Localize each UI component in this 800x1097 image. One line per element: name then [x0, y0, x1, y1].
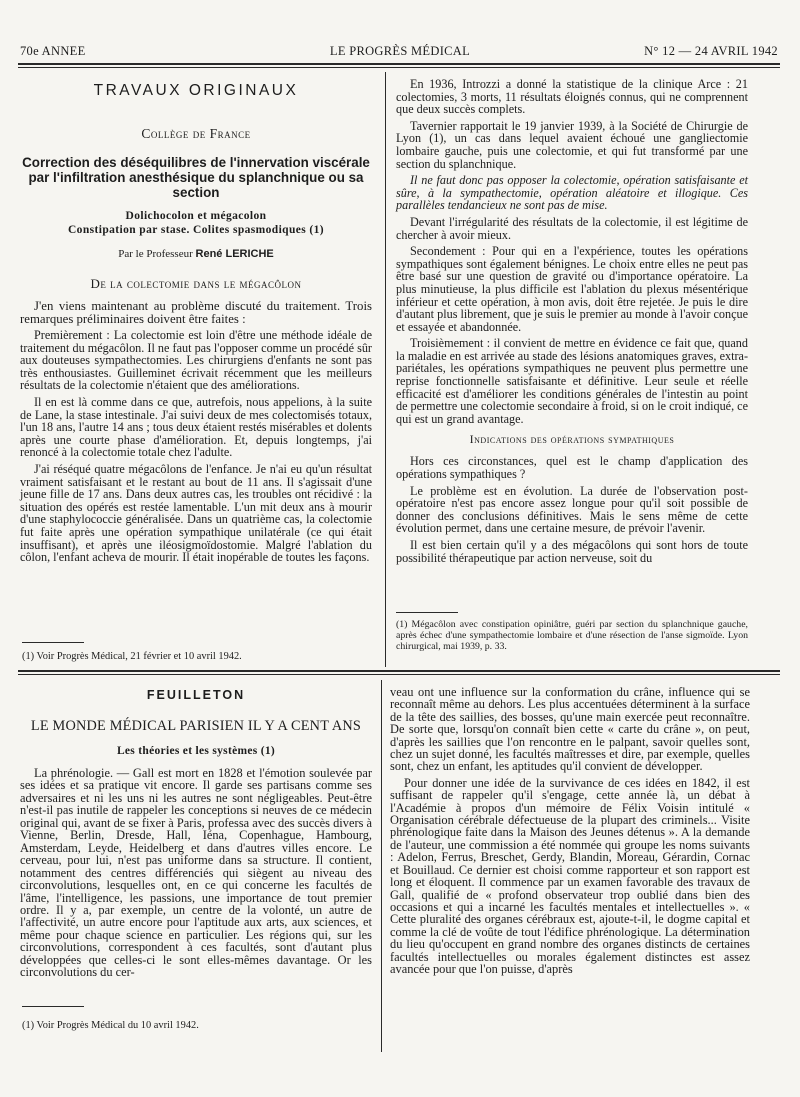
paragraph: Secondement : Pour qui en a l'expérience, toutes les opérations sympathiques sont également bénignes. Le choix entre elles ne peut pas être basé sur une question de gravité ou d'importance opératoire. La plus minutieuse, la plus difficile est l'ablation du plexus mésentérique inférieur et cette opération, à mon avis, doit être rejetée. Je puis le dire d'autant plus librement, que je suis le premier au monde à l'avoir conçue et essayée et abandonnée.: [396, 244, 748, 334]
article-subtitle-2: Constipation par stase. Colites spasmodiques (1): [67, 224, 325, 236]
paragraph: Il ne faut donc pas opposer la colectomie, opération satisfaisante et sûre, à la sympathectomie, opération aléatoire et illogique. Ces parallèles tendancieux ne sont pas de mise.: [396, 173, 748, 213]
paragraph: Il est bien certain qu'il y a des mégacôlons qui sont hors de toute possibilité thérapeutique par action nerveuse, soit du: [396, 538, 748, 565]
footnote-right: (1) Mégacôlon avec constipation opiniâtre, guéri par section du splanchnique gauche, après échec d'une sympathectomie lombaire et d'une résection de l'anse sigmoïde. Lyon chirurgical, mai 1939, p. 33.: [396, 619, 748, 652]
paragraph: veau ont une influence sur la conformation du crâne, influence qui se reconnaît même au dehors. Les plus accentuées déterminent à la surface de la tête des saillies, des bosses, qu'une main exercée peut reconnaître. De sorte que, lorsqu'on connaît bien cette « carte du crâne », on peut, d'après les saillies que l'on rencontre en le palpant, savoir quelles sont, chez un sujet donné, les facultés maîtresses et dire, par exemple, quelles sont, chez un enfant, les aptitudes qu'il convient de développer.: [390, 685, 750, 774]
feuilleton-subtitle: Les théories et les systèmes (1): [116, 745, 276, 757]
footnote-left: (1) Voir Progrès Médical, 21 février et 10 avril 1942.: [22, 651, 242, 662]
section-title: TRAVAUX ORIGINAUX: [93, 82, 299, 99]
article-title: Correction des déséquilibres de l'innervation viscérale par l'infiltration anesthésique du splanchnique ou sa section: [22, 155, 370, 200]
section-heading: De la colectomie dans le mégacôlon: [90, 276, 302, 291]
header-issue-year: 70e ANNEE: [20, 44, 86, 58]
paragraph: Devant l'irrégularité des résultats de la colectomie, il est légitime de chercher à avoir mieux.: [396, 214, 748, 242]
article-right-column: [396, 78, 748, 568]
header-rule-thin: [18, 67, 780, 68]
author-prefix: Par le Professeur: [118, 248, 193, 260]
paragraph: Tavernier rapportait le 19 janvier 1939, à la Société de Chirurgie de Lyon (1), un cas dans lequel avaient échoué une gangliectomie lombaire gauche, puis une colectomie, et qui fut transformé par une section du splanchnique.: [396, 118, 748, 171]
paragraph: Il en est là comme dans ce que, autrefois, nous appelions, à la suite de Lane, la stase intestinale. J'ai suivi deux de mes colectomisés totaux, l'un 18 ans, l'autre 14 ans ; tous deux étaient restés misérables et dolents après une courte phase d'amélioration. Et, depuis longtemps, j'ai renoncé à la colectomie totale chez l'adulte.: [20, 394, 372, 460]
paragraph: Hors ces circonstances, quel est le champ d'application des opérations sympathiques ?: [396, 454, 748, 482]
paragraph: Pour donner une idée de la survivance de ces idées en 1842, il est suffisant de rappeler qu'il s'engage, cette année là, un débat à l'Académie à propos d'un mémoire de Félix Voisin intitulé « Organisation cérébrale défectueuse de la plupart des criminels... Visite phrénologique faite dans la Maison des Jeunes détenus ». A la demande de l'auteur, une commission a été nommée qui groupe les noms suivants : Adelon, Ferrus, Breschet, Gerdy, Blandin, Moreau, Gérardin, Cornac et Bouillaud. Ce dernier est choisi comme rapporteur et son rapport est long et éloquent. Il commence par un examen favorable des travaux de Gall, qualifié de « profond observateur trop oublié dans bien des occasions et qui a incarné les facultés mentales et intellectuelles ». « Cette pluralité des organes cérébraux est, ajoute-t-il, le dogme capital et comme la clé de voûte de tout l'édifice phrénologique. La détermination du lieu qu'occupent en grand nombre des organes distincts de certaines facultés intellectuelles ou morales également distinctes est assez avancée pour que l'on puisse, d'après: [390, 775, 750, 976]
institution: Collège de France: [141, 126, 251, 141]
header-rule: [18, 63, 780, 65]
author-name: René LERICHE: [195, 248, 274, 260]
paragraph: Premièrement : La colectomie est loin d'être une méthode idéale de traitement du mégacôlon. Il ne faut pas l'opposer comme un procédé sûr aux douteuses sympathectomies. Les chirurgiens d'enfants ne sont pas très enthousiastes. Guilleminet écrivait récemment que les meilleurs résultats de la colectomie n'étaient que des améliorations.: [20, 328, 372, 393]
section-heading: Indications des opérations sympathiques: [469, 432, 675, 447]
feuilleton-title: LE MONDE MÉDICAL PARISIEN IL Y A CENT ANS: [30, 718, 362, 734]
feuilleton-rule-thin: [18, 674, 780, 675]
column-separator-top: [385, 72, 386, 667]
byline: [20, 248, 372, 260]
paragraph: En 1936, Introzzi a donné la statistique de la clinique Arce : 21 colectomies, 3 morts, 11 résultats éloignés connus, qui ne comprennent que deux succès complets.: [396, 77, 748, 117]
footnote-rule: [22, 642, 84, 643]
paragraph: J'ai réséqué quatre mégacôlons de l'enfance. Je n'ai eu qu'un résultat vraiment satisfaisant et le restant au bout de 11 ans. Il s'agissait d'une jeune fille de 17 ans. Dans deux autres cas, les troubles ont récidivé : la situation des opérés est restée lamentable. L'un mit deux ans à mourir d'une staphylococcie généralisée. Dans un quatrième cas, la colectomie fut faite après une opération sympathique unilatérale (ce qui était insuffisant), et après une iléosigmoïdostomie. Malgré l'ablation du côlon, l'enfant acheva de mourir. Il était inopérable de toutes les façons.: [20, 461, 372, 565]
footnote-feuilleton: (1) Voir Progrès Médical du 10 avril 1942.: [22, 1020, 199, 1031]
paragraph: J'en viens maintenant au problème discuté du traitement. Trois remarques préliminaires doivent être faites :: [20, 299, 372, 326]
paragraph: Troisièmement : il convient de mettre en évidence ce fait que, quand la maladie en est arrivée au stade des lésions anatomiques graves, extra-pariétales, les opérations sympathiques ne peuvent plus permettre une reprise fonctionnelle satisfaisante et définitive. Leur seule et réelle efficacité est d'améliorer les conditions générales de l'intestin au point de permettre une colectomie secondaire à froid, si on le croit indiqué, ce qui est un grand avantage.: [396, 336, 748, 426]
paragraph: La phrénologie. — Gall est mort en 1828 et l'émotion soulevée par ses idées et sa pratique vit encore. Il garde ses partisans comme ses adversaires et ni les uns ni les autres ne sont négligeables. Peut-être n'est-il pas inutile de rappeler les conceptions si neuves de ce médecin original qui, avant de se fixer à Paris, professa avec des succès divers à Vienne, Berlin, Dresde, Hall, Iéna, Copenhague, Hambourg, Amsterdam, Leyde, Heidelberg et dans d'autres villes encore. Le cerveau, pour lui, n'est pas uniforme dans sa structure. Il contient, notamment des centres différenciés qui siègent au niveau des circonvolutions, lesquelles ont, en ce qui concerne les facultés de l'âme, l'intelligence, les passions, une importance de tout premier ordre. Il y a, par exemple, un centre de la volonté, un autre de l'affectivité, un autre encore pour l'aptitude aux arts, aux sciences, et même pour chaque science en particulier. Les régions qui, sur les circonvolutions, correspondent à ces facultés, sont d'autant plus développées que celles-ci le sont elles-mêmes davantage. Or les circonvolutions du cer-: [20, 766, 372, 980]
feuilleton-left-column: [20, 688, 372, 983]
article-subtitle-1: Dolichocolon et mégacolon: [125, 210, 267, 222]
footnote-rule: [396, 612, 458, 613]
feuilleton-label: FEUILLETON: [146, 688, 246, 702]
article-left-column: [20, 82, 372, 568]
header-journal-title: LE PROGRÈS MÉDICAL: [329, 44, 471, 58]
column-separator-bottom: [381, 680, 382, 1052]
footnote-rule: [22, 1006, 84, 1007]
feuilleton-rule: [18, 670, 780, 672]
header-issue-date: N° 12 — 24 AVRIL 1942: [644, 44, 778, 58]
feuilleton-right-column: [390, 686, 750, 979]
paragraph: Le problème est en évolution. La durée de l'observation post-opératoire n'est pas encore assez longue pour qu'il soit possible de donner des conclusions définitives. Mais le sens même de cette évolution permet, dans une certaine mesure, de prévoir l'avenir.: [396, 483, 748, 536]
